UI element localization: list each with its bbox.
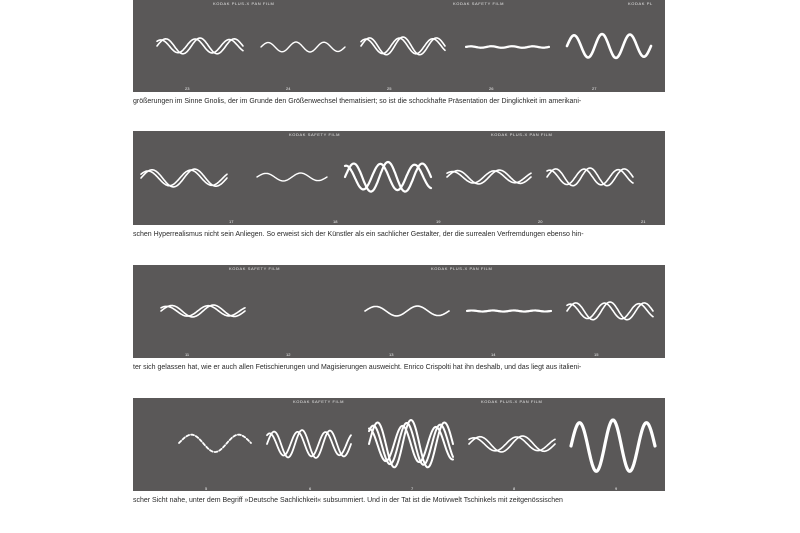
edge-label: KODAK PLUS-X PAN FILM [431,266,493,271]
waveform-trace [179,435,251,452]
frame-number: 9 [615,486,618,491]
frame-number: 17 [229,219,234,224]
frame-number: 21 [641,219,646,224]
frame-number: 8 [513,486,516,491]
frame-number: 15 [594,352,599,357]
edge-label: KODAK PLUS-X PAN FILM [491,132,553,137]
frame-number: 27 [592,86,597,91]
frame-number: 6 [309,486,312,491]
film-strip-3 [133,265,665,358]
frame-number: 26 [489,86,494,91]
caption-line-2: schen Hyperrealismus nicht sein Anliegen. So erweist sich der Künstler als ein sachlicher Gestalter, der die surrealen Verfremdungen ebenso hin- [133,231,584,238]
frame-number: 13 [389,352,394,357]
waveform-frames-3 [133,265,665,358]
waveform-trace [365,306,449,316]
frame-number: 18 [333,219,338,224]
edge-label: KODAK SAFETY FILM [289,132,341,137]
waveform-trace [466,46,549,47]
frame-number: 11 [185,352,190,357]
edge-label: KODAK PLUS-X PAN FILM [481,399,543,404]
frame-number: 14 [491,352,496,357]
edge-label: KODAK PL [628,1,653,6]
edge-label: KODAK PLUS-X PAN FILM [213,1,275,6]
waveform-trace [257,173,327,181]
frame-number: 5 [205,486,208,491]
frame-number: 23 [185,86,190,91]
edge-label: KODAK SAFETY FILM [229,266,281,271]
caption-line-4: scher Sicht nahe, unter dem Begriff »Deutsche Sachlichkeit« subsummiert. Und in der Tat ist die Motivwelt Tschinkels mit zeitgenössischen [133,497,563,504]
frame-number: 25 [387,86,392,91]
frame-number: 7 [411,486,414,491]
frame-number: 24 [286,86,291,91]
film-strip-1 [133,0,665,92]
waveform-frames-2 [133,131,665,225]
waveform-frames-4 [133,398,665,491]
waveform-trace [571,420,655,471]
edge-label: KODAK SAFETY FILM [453,1,505,6]
frame-number: 20 [538,219,543,224]
film-strip-2 [133,131,665,225]
caption-line-3: ter sich gelassen hat, wie er auch allen Fetischierungen und Magisierungen ausweicht. Enrico Crispolti hat ihn deshalb, und das liegt aus italieni- [133,364,582,371]
waveform-trace [261,42,345,52]
caption-line-1: größerungen im Sinne Gnolis, der im Grunde den Größenwechsel thematisiert; so ist die schockhafte Präsentation der Dinglichkeit im amerikani- [133,98,582,105]
edge-label: KODAK SAFETY FILM [293,399,345,404]
waveform-trace [467,311,551,312]
waveform-frames-1 [133,0,665,92]
film-strip-4 [133,398,665,491]
waveform-trace [567,34,651,58]
frame-number: 12 [286,352,291,357]
frame-number: 19 [436,219,441,224]
